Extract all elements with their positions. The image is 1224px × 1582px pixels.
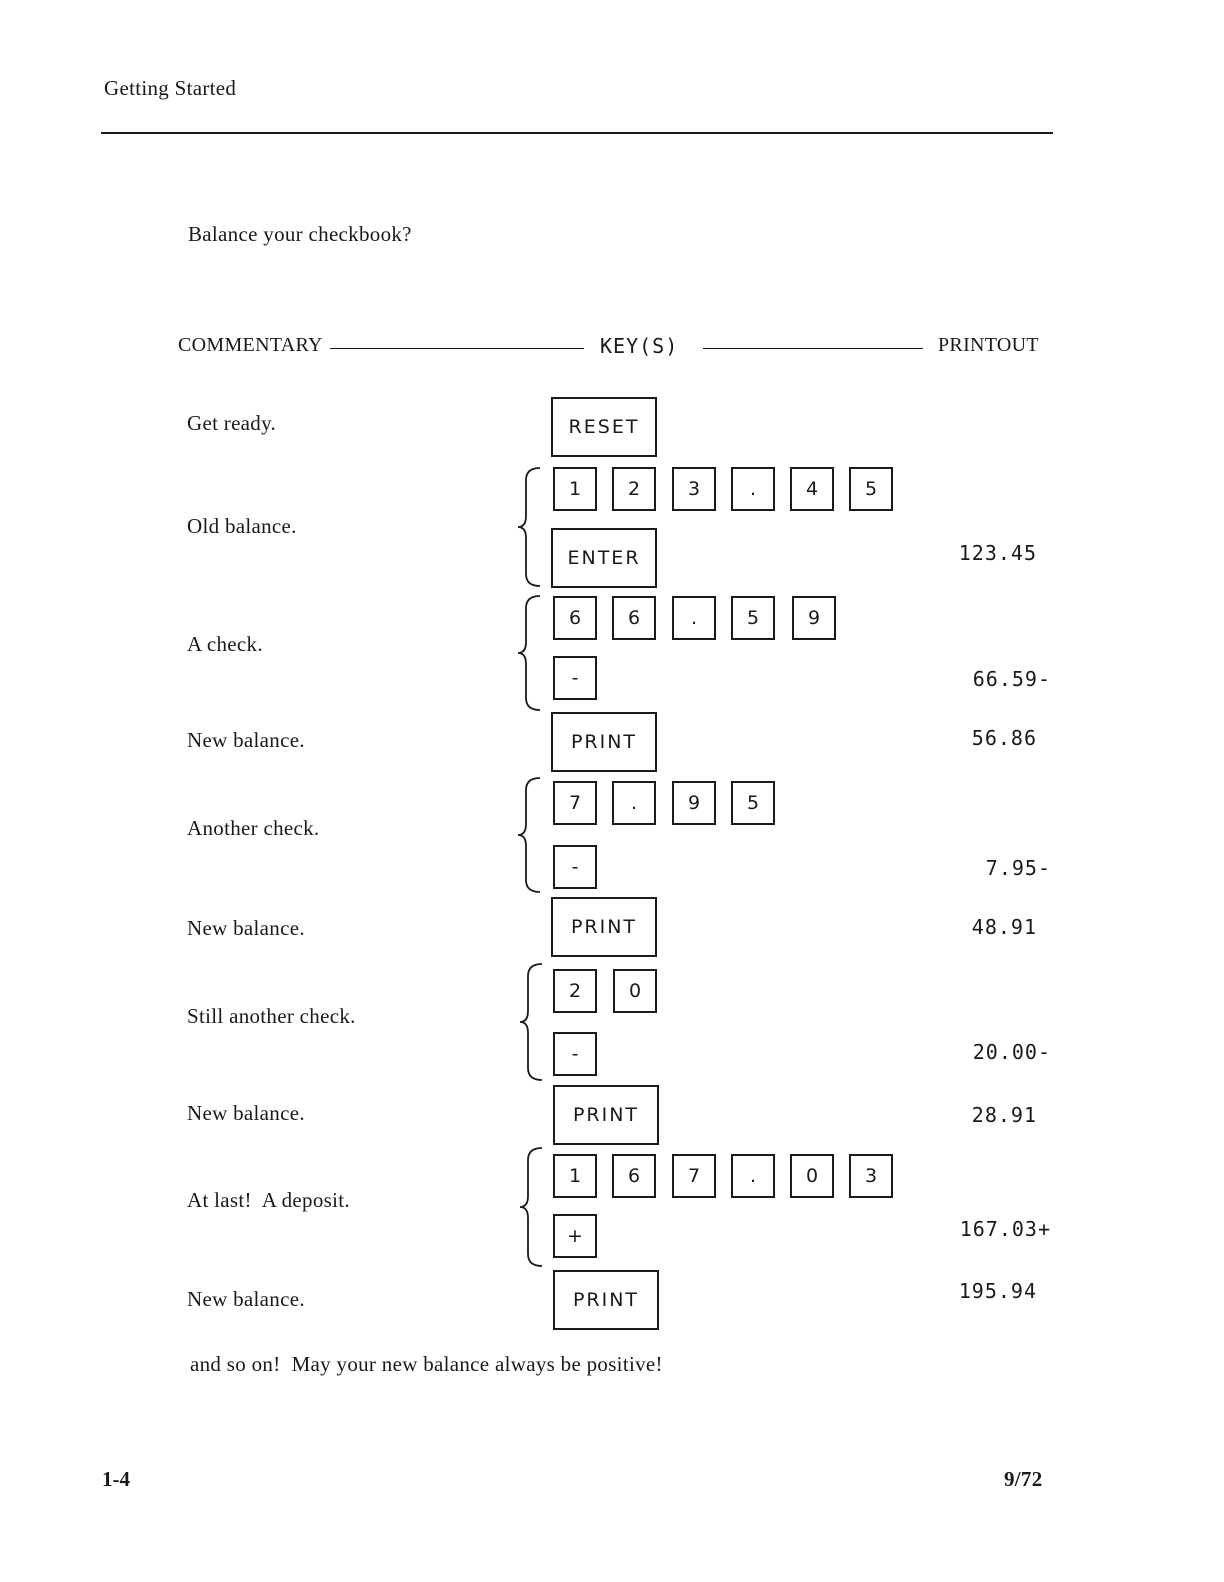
step-commentary: At last! A deposit. <box>187 1188 350 1212</box>
column-heading-rule <box>330 348 584 349</box>
key-minus: - <box>553 1032 597 1076</box>
step-commentary: New balance. <box>187 916 305 940</box>
group-brace <box>516 962 546 1082</box>
step-commentary: Another check. <box>187 816 320 840</box>
key-digit: 6 <box>612 596 656 640</box>
column-heading-rule <box>703 348 923 349</box>
step-commentary: Get ready. <box>187 411 277 435</box>
key-digit: 3 <box>672 467 716 511</box>
key-digit: 2 <box>553 969 597 1013</box>
page-number: 1-4 <box>102 1467 130 1491</box>
key-minus: - <box>553 656 597 700</box>
key-decimal-point: . <box>612 781 656 825</box>
group-brace <box>514 776 544 894</box>
header-rule <box>101 132 1053 134</box>
key-digit: 6 <box>553 596 597 640</box>
key-digit: 5 <box>849 467 893 511</box>
printout-value: 195.94 <box>958 1279 1037 1303</box>
step-commentary: Old balance. <box>187 514 297 538</box>
key-digit: 5 <box>731 596 775 640</box>
key-print: PRINT <box>551 897 657 957</box>
key-print: PRINT <box>553 1085 659 1145</box>
key-digit: 4 <box>790 467 834 511</box>
key-digit: 1 <box>553 1154 597 1198</box>
printout-value: 167.03+ <box>959 1217 1051 1241</box>
key-digit: 9 <box>672 781 716 825</box>
column-heading-keys: KEY(S) <box>600 334 679 358</box>
key-print: PRINT <box>551 712 657 772</box>
column-heading-commentary: COMMENTARY <box>178 334 323 356</box>
printout-value: 48.91 <box>971 915 1037 939</box>
running-head: Getting Started <box>104 76 237 100</box>
closing-text: and so on! May your new balance always be positive! <box>190 1352 663 1376</box>
key-plus: + <box>553 1214 597 1258</box>
revision-date: 9/72 <box>1004 1467 1043 1491</box>
key-enter: ENTER <box>551 528 657 588</box>
key-digit: 1 <box>553 467 597 511</box>
key-digit: 7 <box>672 1154 716 1198</box>
key-print: PRINT <box>553 1270 659 1330</box>
printout-value: 56.86 <box>971 726 1037 750</box>
group-brace <box>514 594 544 712</box>
printout-value: 20.00- <box>972 1040 1051 1064</box>
key-digit: 5 <box>731 781 775 825</box>
key-digit: 9 <box>792 596 836 640</box>
key-digit: 0 <box>790 1154 834 1198</box>
key-reset: RESET <box>551 397 657 457</box>
step-commentary: New balance. <box>187 728 305 752</box>
column-heading-printout: PRINTOUT <box>938 334 1039 356</box>
key-digit: 7 <box>553 781 597 825</box>
step-commentary: A check. <box>187 632 263 656</box>
key-minus: - <box>553 845 597 889</box>
key-decimal-point: . <box>672 596 716 640</box>
key-digit: 0 <box>613 969 657 1013</box>
printout-value: 28.91 <box>971 1103 1037 1127</box>
key-decimal-point: . <box>731 1154 775 1198</box>
section-question: Balance your checkbook? <box>188 222 412 246</box>
group-brace <box>514 466 544 588</box>
step-commentary: New balance. <box>187 1101 305 1125</box>
step-commentary: New balance. <box>187 1287 305 1311</box>
printout-value: 66.59- <box>972 667 1051 691</box>
step-commentary: Still another check. <box>187 1004 356 1028</box>
key-digit: 2 <box>612 467 656 511</box>
key-decimal-point: . <box>731 467 775 511</box>
group-brace <box>516 1146 546 1268</box>
key-digit: 6 <box>612 1154 656 1198</box>
printout-value: 123.45 <box>958 541 1037 565</box>
key-digit: 3 <box>849 1154 893 1198</box>
printout-value: 7.95- <box>985 856 1051 880</box>
